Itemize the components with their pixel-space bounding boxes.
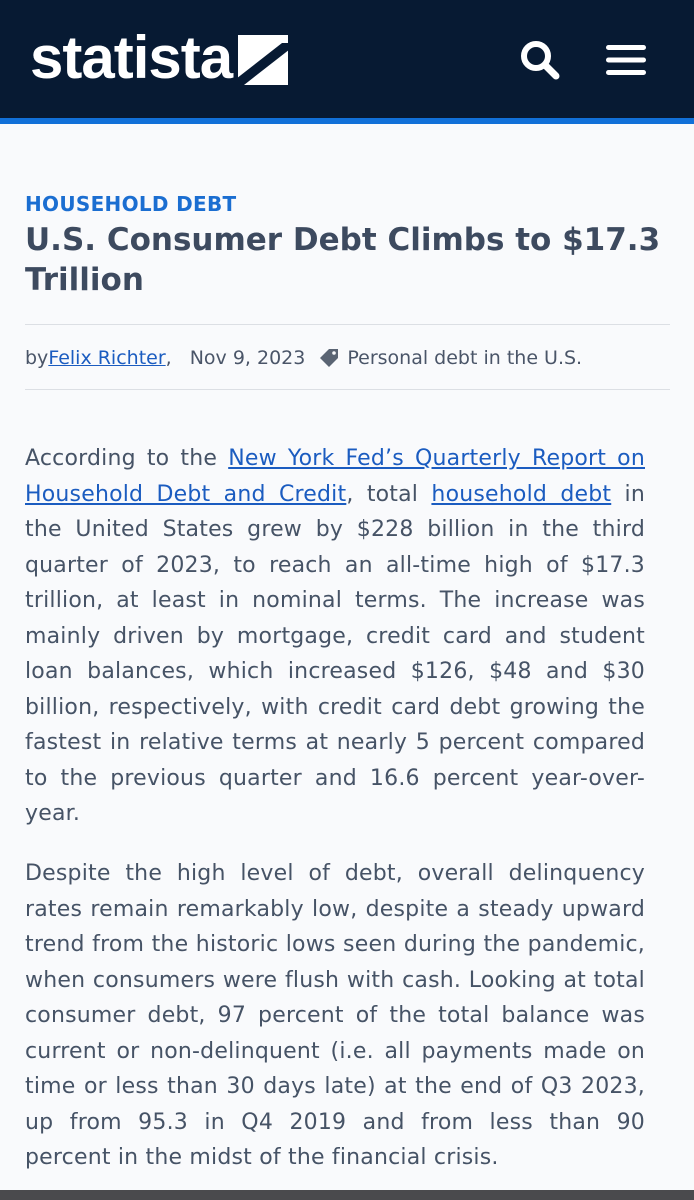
publish-date: Nov 9, 2023	[189, 347, 306, 369]
header-accent-bar	[0, 118, 694, 124]
article-meta	[25, 343, 582, 373]
logo-wordmark: statista	[30, 24, 233, 91]
tag-icon	[319, 348, 339, 368]
byline-prefix: by	[25, 347, 49, 369]
search-button[interactable]	[516, 36, 564, 84]
hamburger-menu-icon	[602, 36, 650, 84]
ny-fed-report-link[interactable]: New York Fed’s Quarterly Report on Household Debt and Credit	[25, 446, 645, 507]
article-paragraph	[25, 441, 645, 832]
topic-link[interactable]: Personal debt in the U.S.	[347, 347, 583, 369]
statista-logo[interactable]	[30, 24, 288, 91]
bottom-bar	[0, 1190, 694, 1200]
paragraph-text: , total	[346, 481, 432, 507]
divider	[25, 324, 670, 325]
menu-button[interactable]	[602, 36, 650, 84]
byline-separator: ,	[165, 347, 172, 369]
logo-mark-icon	[238, 35, 288, 85]
divider	[25, 389, 670, 390]
paragraph-text: in the United States grew by $228 billion in the third quarter of 2023, to reach an all-time high of $17.3 trillion, at least in nominal terms. The increase was mainly driven by mortgage, credit card and student loan balances, which increased $126, $48 and $30 billion, respectively, with credit card debt growing the fastest in relative terms at nearly 5 percent compared to the previous quarter and 16.6 percent year-over-year.	[25, 481, 645, 826]
search-icon	[516, 36, 564, 84]
article-title: U.S. Consumer Debt Climbs to $17.3 Trillion	[25, 222, 661, 298]
article-category[interactable]: HOUSEHOLD DEBT	[25, 192, 237, 216]
household-debt-link[interactable]: household debt	[431, 481, 612, 507]
paragraph-text: According to the	[25, 446, 229, 471]
article-paragraph: Despite the high level of debt, overall delinquency rates remain remarkably low, despite a steady upward trend from the historic lows seen during the pandemic, when consumers were flush with cash. Looking at total consumer debt, 97 percent of the total balance was current or non-delinquent (i.e. all payments made on time or less than 30 days late) at the end of Q3 2023, up from 95.3 in Q4 2019 and from less than 90 percent in the midst of the financial crisis.	[25, 861, 645, 1170]
author-link[interactable]: Felix Richter	[48, 347, 166, 369]
site-header	[0, 0, 694, 118]
